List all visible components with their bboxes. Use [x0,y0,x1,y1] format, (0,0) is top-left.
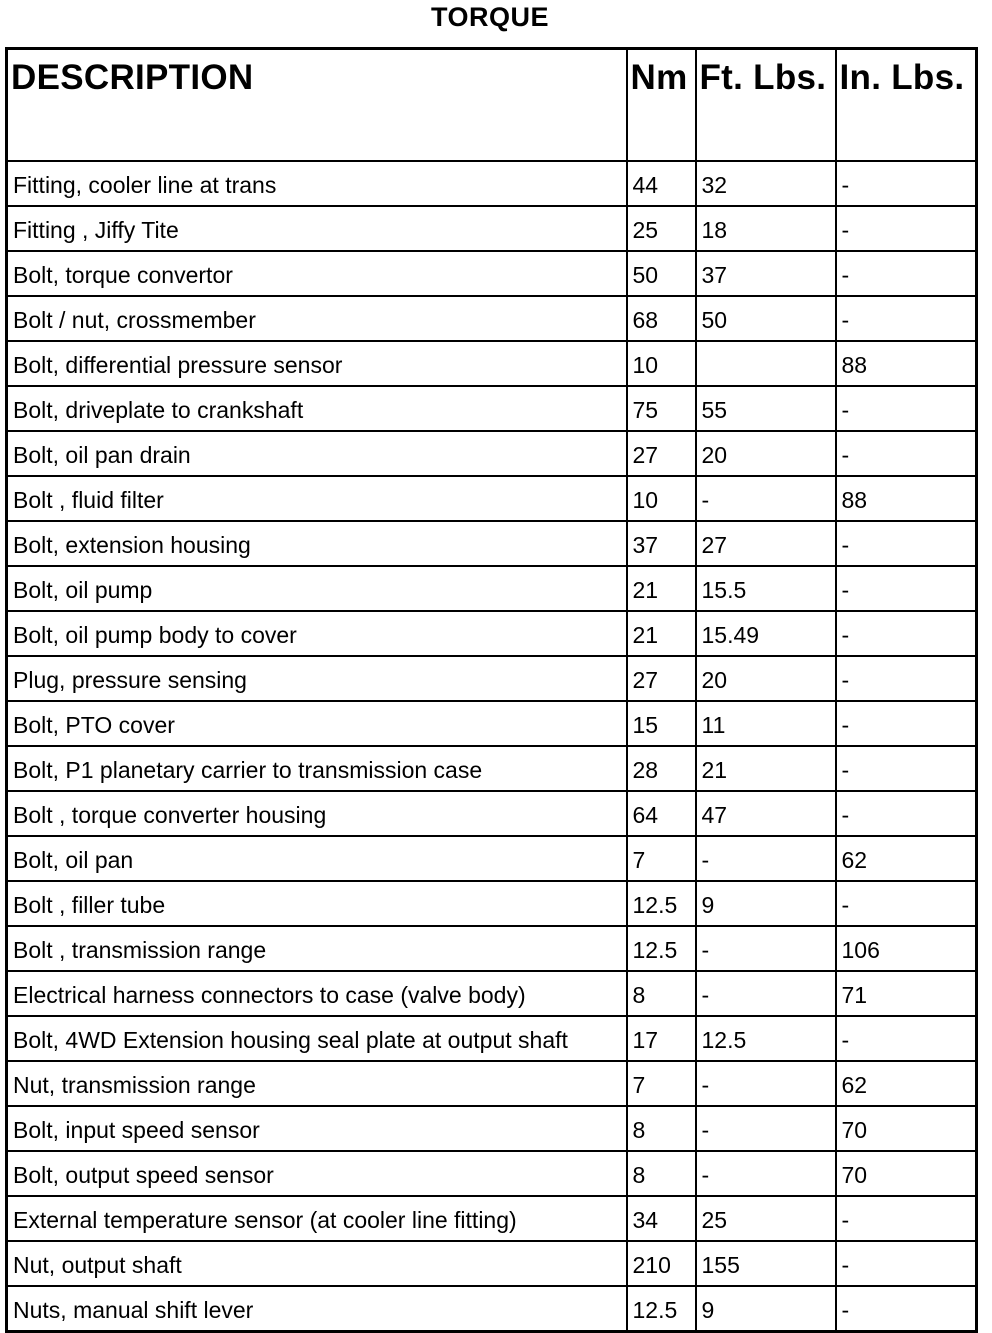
table-row [7,431,977,476]
column-header-ft-lbs: Ft. Lbs. [696,49,836,162]
cell-ft-lbs: 12.5 [696,1016,836,1061]
cell-description: Plug, pressure sensing [7,656,627,701]
table-row [7,926,977,971]
column-header-in-lbs: In. Lbs. [836,49,977,162]
cell-ft-lbs: 9 [696,881,836,926]
cell-ft-lbs: 20 [696,431,836,476]
cell-in-lbs: - [836,881,977,926]
column-header-nm: Nm [627,49,696,162]
cell-description: Bolt, P1 planetary carrier to transmission case [7,746,627,791]
cell-in-lbs: - [836,161,977,206]
cell-in-lbs: 62 [836,1061,977,1106]
cell-in-lbs: 106 [836,926,977,971]
cell-in-lbs: 62 [836,836,977,881]
cell-nm: 75 [627,386,696,431]
cell-ft-lbs: 155 [696,1241,836,1286]
cell-description: Bolt, extension housing [7,521,627,566]
cell-nm: 7 [627,836,696,881]
cell-nm: 27 [627,431,696,476]
cell-nm: 8 [627,1106,696,1151]
cell-in-lbs: - [836,1196,977,1241]
table-row [7,1151,977,1196]
cell-nm: 21 [627,611,696,656]
cell-ft-lbs [696,341,836,386]
cell-ft-lbs: 15.49 [696,611,836,656]
cell-ft-lbs: - [696,926,836,971]
cell-nm: 7 [627,1061,696,1106]
torque-table [5,47,978,1333]
table-header [7,49,977,162]
cell-in-lbs: - [836,296,977,341]
cell-in-lbs: - [836,611,977,656]
table-row [7,161,977,206]
table-row [7,296,977,341]
cell-in-lbs: 70 [836,1151,977,1196]
table-row [7,881,977,926]
cell-description: Bolt, torque convertor [7,251,627,296]
cell-nm: 37 [627,521,696,566]
cell-in-lbs: - [836,701,977,746]
cell-ft-lbs: - [696,1106,836,1151]
cell-ft-lbs: 15.5 [696,566,836,611]
cell-in-lbs: - [836,1286,977,1332]
cell-description: Fitting , Jiffy Tite [7,206,627,251]
cell-description: Bolt, PTO cover [7,701,627,746]
cell-nm: 8 [627,971,696,1016]
cell-description: Nut, output shaft [7,1241,627,1286]
cell-description: Bolt, input speed sensor [7,1106,627,1151]
cell-ft-lbs: 32 [696,161,836,206]
cell-in-lbs: - [836,521,977,566]
cell-ft-lbs: 27 [696,521,836,566]
cell-nm: 27 [627,656,696,701]
table-row [7,971,977,1016]
cell-ft-lbs: 20 [696,656,836,701]
cell-nm: 10 [627,341,696,386]
table-row [7,566,977,611]
cell-description: External temperature sensor (at cooler line fitting) [7,1196,627,1241]
cell-ft-lbs: 47 [696,791,836,836]
cell-description: Fitting, cooler line at trans [7,161,627,206]
cell-description: Bolt, output speed sensor [7,1151,627,1196]
cell-ft-lbs: - [696,836,836,881]
cell-description: Bolt, differential pressure sensor [7,341,627,386]
cell-ft-lbs: 21 [696,746,836,791]
cell-in-lbs: 70 [836,1106,977,1151]
cell-in-lbs: 88 [836,476,977,521]
table-row [7,791,977,836]
table-row [7,656,977,701]
cell-ft-lbs: 37 [696,251,836,296]
table-row [7,476,977,521]
cell-nm: 15 [627,701,696,746]
cell-in-lbs: - [836,206,977,251]
table-body [7,161,977,1332]
cell-nm: 12.5 [627,1286,696,1332]
cell-nm: 50 [627,251,696,296]
page-title: TORQUE [430,2,549,32]
table-row [7,1016,977,1061]
cell-nm: 28 [627,746,696,791]
cell-nm: 64 [627,791,696,836]
cell-in-lbs: - [836,1016,977,1061]
cell-in-lbs: - [836,746,977,791]
table-row [7,206,977,251]
header-row [7,49,977,162]
cell-description: Bolt, oil pump body to cover [7,611,627,656]
cell-nm: 68 [627,296,696,341]
cell-ft-lbs: 18 [696,206,836,251]
cell-nm: 25 [627,206,696,251]
cell-description: Bolt, oil pump [7,566,627,611]
cell-in-lbs: 71 [836,971,977,1016]
cell-ft-lbs: 11 [696,701,836,746]
table-row [7,836,977,881]
table-row [7,1241,977,1286]
cell-ft-lbs: 55 [696,386,836,431]
table-row [7,341,977,386]
cell-description: Bolt , fluid filter [7,476,627,521]
cell-description: Bolt , filler tube [7,881,627,926]
cell-in-lbs: - [836,566,977,611]
table-row [7,746,977,791]
cell-ft-lbs: - [696,971,836,1016]
cell-in-lbs: - [836,656,977,701]
table-row [7,611,977,656]
cell-description: Nut, transmission range [7,1061,627,1106]
cell-nm: 8 [627,1151,696,1196]
cell-description: Bolt, 4WD Extension housing seal plate at output shaft [7,1016,627,1061]
cell-in-lbs: - [836,1241,977,1286]
table-row [7,1061,977,1106]
column-header-description: DESCRIPTION [7,49,627,162]
cell-nm: 12.5 [627,926,696,971]
table-row [7,386,977,431]
table-row [7,1106,977,1151]
cell-in-lbs: 88 [836,341,977,386]
cell-in-lbs: - [836,431,977,476]
cell-ft-lbs: - [696,476,836,521]
cell-nm: 17 [627,1016,696,1061]
table-row [7,1196,977,1241]
cell-description: Bolt, driveplate to crankshaft [7,386,627,431]
cell-nm: 210 [627,1241,696,1286]
cell-in-lbs: - [836,386,977,431]
cell-description: Bolt / nut, crossmember [7,296,627,341]
cell-in-lbs: - [836,791,977,836]
cell-description: Bolt, oil pan [7,836,627,881]
cell-nm: 10 [627,476,696,521]
cell-nm: 21 [627,566,696,611]
cell-description: Nuts, manual shift lever [7,1286,627,1332]
cell-nm: 12.5 [627,881,696,926]
cell-ft-lbs: - [696,1061,836,1106]
cell-description: Electrical harness connectors to case (valve body) [7,971,627,1016]
cell-ft-lbs: 50 [696,296,836,341]
table-row [7,251,977,296]
table-row [7,701,977,746]
cell-description: Bolt , transmission range [7,926,627,971]
cell-nm: 34 [627,1196,696,1241]
cell-ft-lbs: 25 [696,1196,836,1241]
cell-ft-lbs: - [696,1151,836,1196]
table-row [7,1286,977,1332]
cell-ft-lbs: 9 [696,1286,836,1332]
cell-description: Bolt, oil pan drain [7,431,627,476]
cell-description: Bolt , torque converter housing [7,791,627,836]
cell-in-lbs: - [836,251,977,296]
table-row [7,521,977,566]
cell-nm: 44 [627,161,696,206]
